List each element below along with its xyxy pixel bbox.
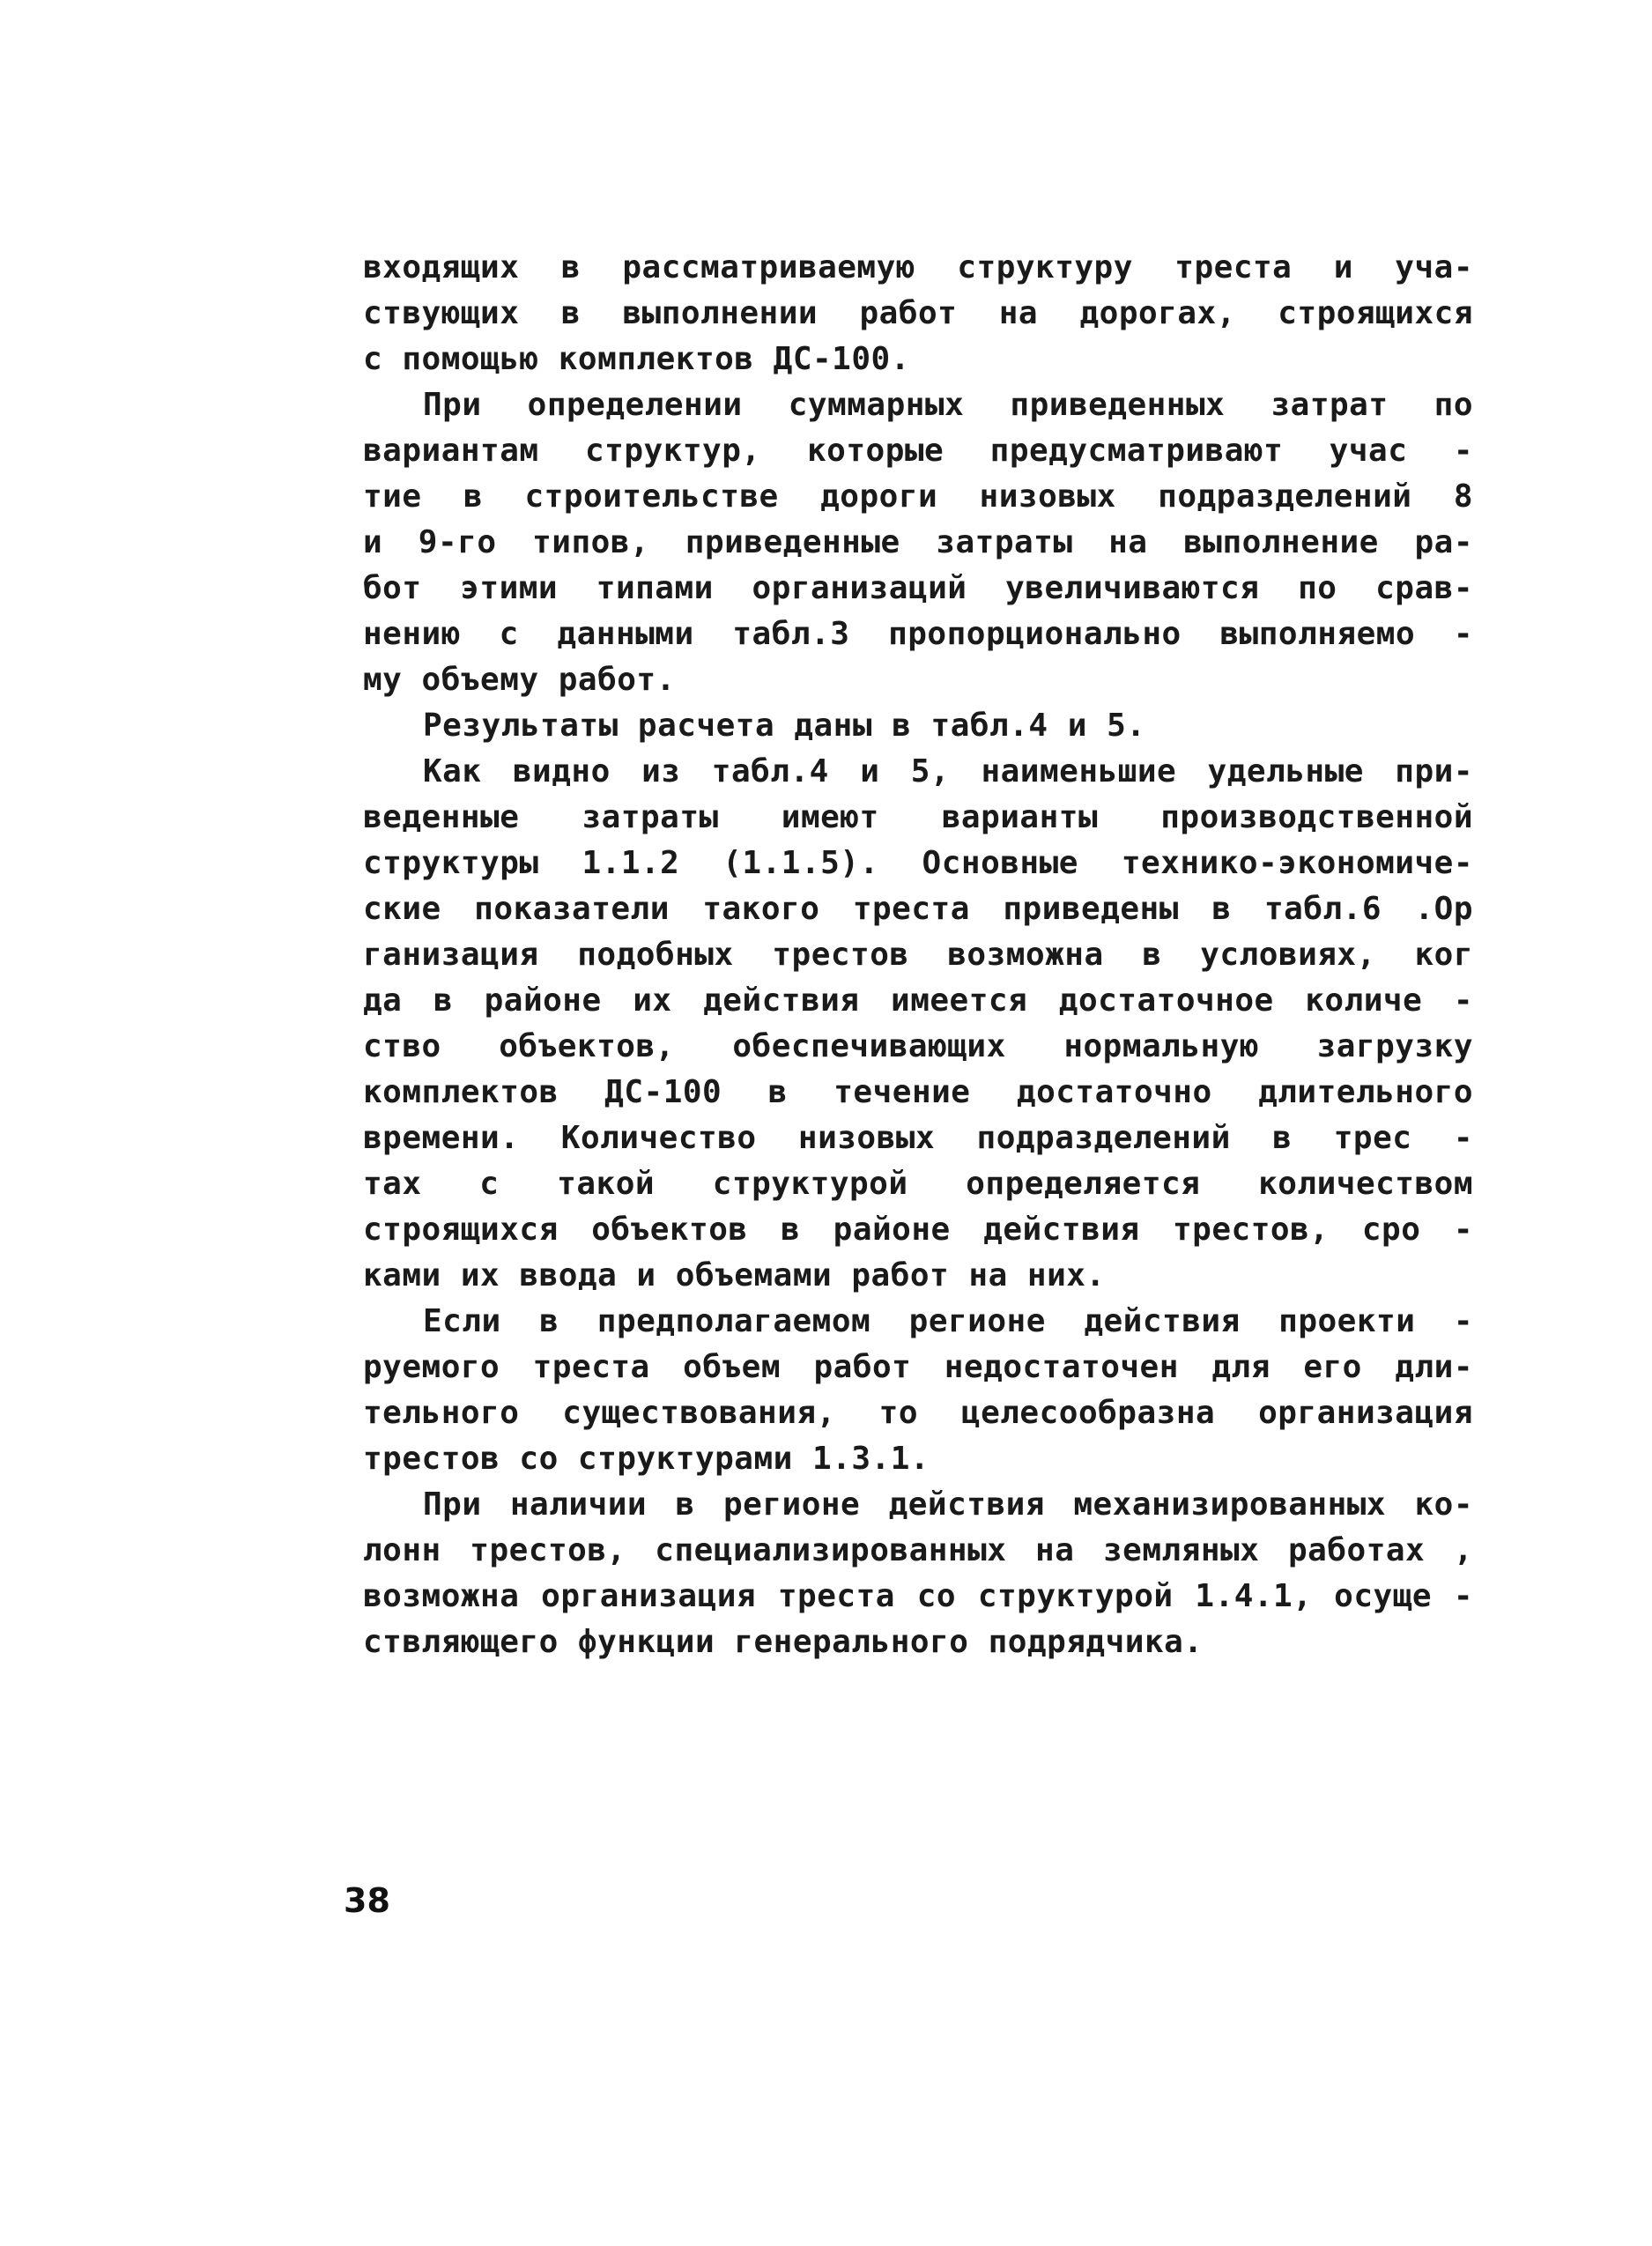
- text-line: руемого треста объем работ недостаточен для его дли-: [363, 1349, 1473, 1385]
- text-line: возможна организация треста со структурой 1.4.1, осуще -: [363, 1578, 1473, 1614]
- text-line: лонн трестов, специализированных на земляных работах ,: [363, 1532, 1473, 1568]
- text-line: времени. Количество низовых подразделений в трес -: [363, 1120, 1473, 1156]
- paragraph-first-line: Если в предполагаемом регионе действия проекти -: [423, 1303, 1473, 1339]
- text-line: тах с такой структурой определяется количеством: [363, 1166, 1473, 1202]
- page-number: 38: [344, 1881, 390, 1920]
- text-line: с помощью комплектов ДС-100.: [363, 341, 910, 377]
- paragraph-first-line: Результаты расчета даны в табл.4 и 5.: [423, 708, 1146, 744]
- text-line: му объему работ.: [363, 662, 676, 698]
- text-line: строящихся объектов в районе действия трестов, сро -: [363, 1212, 1473, 1248]
- text-line: ские показатели такого треста приведены в табл.6 .Ор: [363, 891, 1473, 927]
- text-line: вариантам структур, которые предусматривают учас -: [363, 433, 1473, 469]
- text-line: нению с данными табл.3 пропорционально выполняемо -: [363, 616, 1473, 652]
- paragraph-first-line: Как видно из табл.4 и 5, наименьшие удельные при-: [423, 753, 1473, 789]
- text-line: тие в строительстве дороги низовых подразделений 8: [363, 478, 1473, 515]
- text-line: да в районе их действия имеется достаточное количе -: [363, 982, 1473, 1019]
- text-line: структуры 1.1.2 (1.1.5). Основные технико-экономиче-: [363, 845, 1473, 881]
- text-line: трестов со структурами 1.3.1.: [363, 1441, 930, 1477]
- text-line: комплектов ДС-100 в течение достаточно длительного: [363, 1074, 1473, 1110]
- text-line: тельного существования, то целесообразна организация: [363, 1395, 1473, 1431]
- body-text: [363, 245, 1473, 1665]
- text-line: ство объектов, обеспечивающих нормальную загрузку: [363, 1028, 1473, 1064]
- text-line: входящих в рассматриваемую структуру треста и уча-: [363, 249, 1473, 285]
- paragraph-first-line: При определении суммарных приведенных затрат по: [423, 387, 1473, 423]
- text-line: ствляющего функции генерального подрядчика.: [363, 1624, 1204, 1660]
- text-line: веденные затраты имеют варианты производственной: [363, 799, 1473, 835]
- text-line: бот этими типами организаций увеличиваются по срав-: [363, 570, 1473, 606]
- text-line: и 9-го типов, приведенные затраты на выполнение ра-: [363, 524, 1473, 560]
- text-line: ками их ввода и объемами работ на них.: [363, 1257, 1106, 1293]
- text-line: ганизация подобных трестов возможна в условиях, ког: [363, 937, 1473, 973]
- paragraph-first-line: При наличии в регионе действия механизированных ко-: [423, 1486, 1473, 1523]
- text-line: ствующих в выполнении работ на дорогах, строящихся: [363, 295, 1473, 331]
